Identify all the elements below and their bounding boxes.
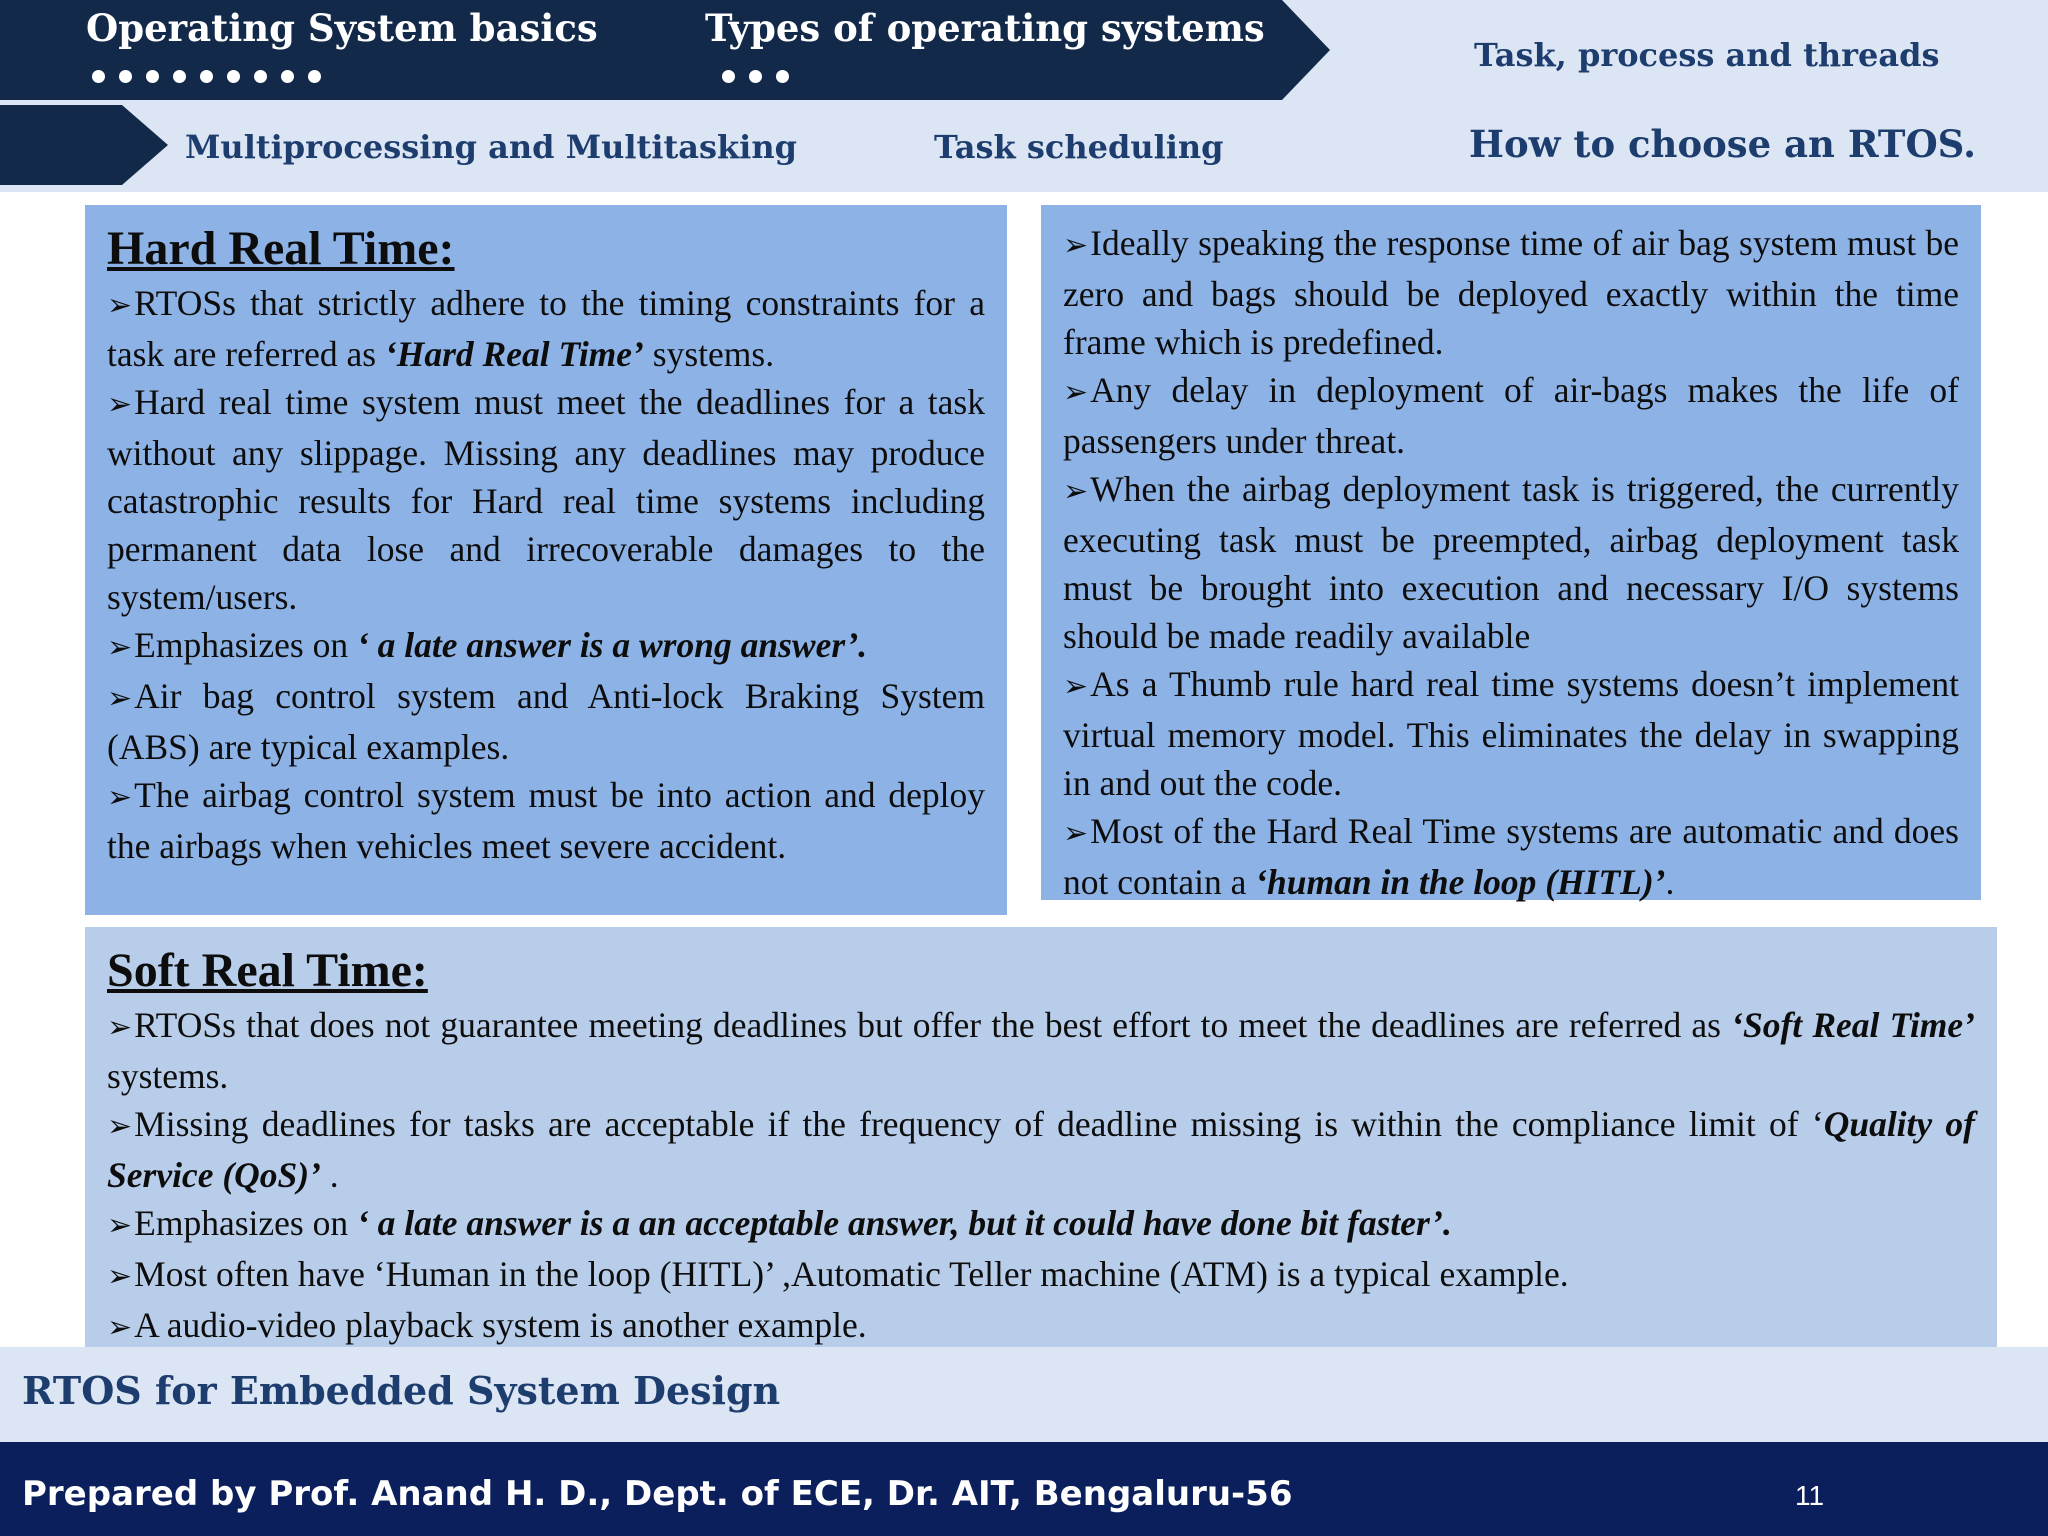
- bullet-item: [1063, 807, 1959, 906]
- bullet-item: [107, 1100, 1975, 1199]
- bullet-text: Ideally speaking the response time of air bag system must be zero and bags should be deployed exactly within the time frame which is predefined.: [1063, 223, 1959, 362]
- bullet-item: [107, 672, 985, 771]
- page-number: 11: [1795, 1480, 1825, 1511]
- bullet-item: [1063, 219, 1959, 366]
- arrowhead-bullet-icon: ➢: [107, 288, 133, 323]
- bullet-text: The airbag control system must be into action and deploy the airbags when vehicles meet severe accident.: [107, 775, 985, 866]
- arrowhead-bullet-icon: ➢: [107, 387, 133, 422]
- progress-dot: [200, 70, 213, 83]
- bullet-text: Most often have ‘Human in the loop (HITL)’ ,Automatic Teller machine (ATM) is a typical example.: [134, 1254, 1569, 1294]
- nav-item-task-process-threads[interactable]: Task, process and threads: [1474, 36, 1940, 74]
- arrowhead-bullet-icon: ➢: [107, 1208, 133, 1243]
- emphasis-text: ‘Hard Real Time’: [384, 334, 644, 374]
- bullet-text: As a Thumb rule hard real time systems doesn’t implement virtual memory model. This eliminates the delay in swapping in and out the code.: [1063, 664, 1959, 803]
- author-credit: Prepared by Prof. Anand H. D., Dept. of ECE, Dr. AIT, Bengaluru-56: [22, 1474, 1293, 1514]
- arrowhead-bullet-icon: ➢: [107, 1010, 133, 1045]
- soft-real-time-panel: [85, 927, 1997, 1347]
- arrowhead-bullet-icon: ➢: [1063, 228, 1089, 263]
- bullet-item: [1063, 465, 1959, 660]
- bullet-text: RTOSs that does not guarantee meeting deadlines but offer the best effort to meet the deadlines are referred as: [134, 1005, 1732, 1045]
- arrowhead-bullet-icon: ➢: [1063, 816, 1089, 851]
- arrowhead-bullet-icon: ➢: [107, 1310, 133, 1345]
- emphasis-text: ‘ a late answer is a an acceptable answer, but it could have done bit faster’.: [356, 1203, 1452, 1243]
- bullet-item: [107, 1301, 1975, 1352]
- hard-real-time-heading: Hard Real Time:: [107, 222, 455, 275]
- nav-item-multiprocessing[interactable]: Multiprocessing and Multitasking: [185, 128, 797, 166]
- bullet-item: [1063, 366, 1959, 465]
- progress-dot: [227, 70, 240, 83]
- nav-item-os-basics[interactable]: Operating System basics: [86, 6, 598, 50]
- arrowhead-bullet-icon: ➢: [107, 681, 133, 716]
- hard-real-time-bullets: [107, 279, 985, 870]
- arrowhead-bullet-icon: ➢: [107, 630, 133, 665]
- bullet-text: When the airbag deployment task is triggered, the currently executing task must be preempted, airbag deployment task must be brought into execution and necessary I/O systems should be made readily available: [1063, 469, 1959, 656]
- arrowhead-bullet-icon: ➢: [107, 780, 133, 815]
- nav-item-os-types[interactable]: Types of operating systems: [705, 6, 1265, 50]
- progress-dot: [749, 70, 762, 83]
- progress-dot: [776, 70, 789, 83]
- bullet-text: Emphasizes on: [134, 625, 357, 665]
- nav-item-task-scheduling[interactable]: Task scheduling: [934, 128, 1224, 166]
- hard-real-time-continued-bullets: [1063, 219, 1959, 906]
- emphasis-text: ‘human in the loop (HITL)’: [1255, 862, 1666, 902]
- bullet-text: A audio-video playback system is another example.: [134, 1305, 867, 1345]
- bullet-item: [107, 1001, 1975, 1100]
- course-title: RTOS for Embedded System Design: [22, 1368, 781, 1413]
- bullet-item: [107, 378, 985, 621]
- bullet-text: systems.: [107, 1056, 229, 1096]
- soft-real-time-heading: Soft Real Time:: [107, 944, 428, 997]
- nav-progress-dots-os-basics: [92, 70, 321, 83]
- bullet-text: Hard real time system must meet the deadlines for a task without any slippage. Missing any deadlines may produce catastrophic results for Hard real time systems including permanent data lose and irrecoverable damages to the system/users.: [107, 382, 985, 617]
- arrowhead-bullet-icon: ➢: [1063, 375, 1089, 410]
- progress-dot: [281, 70, 294, 83]
- arrowhead-bullet-icon: ➢: [107, 1109, 133, 1144]
- arrowhead-bullet-icon: ➢: [1063, 669, 1089, 704]
- soft-real-time-bullets: [107, 1001, 1975, 1352]
- bullet-text: Emphasizes on: [134, 1203, 357, 1243]
- hard-real-time-continued-panel: [1041, 205, 1981, 900]
- bullet-item: [107, 279, 985, 378]
- emphasis-text: ‘ a late answer is a wrong answer’.: [356, 625, 868, 665]
- progress-dot: [308, 70, 321, 83]
- bullet-text: .: [320, 1155, 339, 1195]
- bullet-text: .: [1665, 862, 1675, 902]
- progress-dot: [173, 70, 186, 83]
- emphasis-text: ‘Soft Real Time’: [1731, 1005, 1975, 1045]
- progress-dot: [722, 70, 735, 83]
- hard-real-time-panel: [85, 205, 1007, 915]
- arrowhead-bullet-icon: ➢: [107, 1259, 133, 1294]
- bullet-text: systems.: [643, 334, 775, 374]
- bullet-text: Missing deadlines for tasks are acceptable if the frequency of deadline missing is within the compliance limit of ‘: [134, 1104, 1824, 1144]
- arrowhead-bullet-icon: ➢: [1063, 474, 1089, 509]
- bullet-text: Air bag control system and Anti-lock Braking System (ABS) are typical examples.: [107, 676, 985, 767]
- nav-progress-dots-os-types: [722, 70, 789, 83]
- bullet-item: [107, 771, 985, 870]
- bullet-text: Most of the Hard Real Time systems are automatic and does not contain a: [1063, 811, 1959, 902]
- bullet-item: [107, 1250, 1975, 1301]
- bullet-text: Any delay in deployment of air-bags makes the life of passengers under threat.: [1063, 370, 1959, 461]
- progress-dot: [254, 70, 267, 83]
- progress-dot: [92, 70, 105, 83]
- bullet-item: [1063, 660, 1959, 807]
- bullet-item: [107, 1199, 1975, 1250]
- bullet-text: RTOSs that strictly adhere to the timing constraints for a task are referred as: [107, 283, 985, 374]
- progress-dot: [146, 70, 159, 83]
- nav-item-choose-rtos[interactable]: How to choose an RTOS.: [1469, 122, 1976, 166]
- bullet-item: [107, 621, 985, 672]
- emphasis-text: Quality of Service (QoS)’: [107, 1104, 1975, 1195]
- progress-dot: [119, 70, 132, 83]
